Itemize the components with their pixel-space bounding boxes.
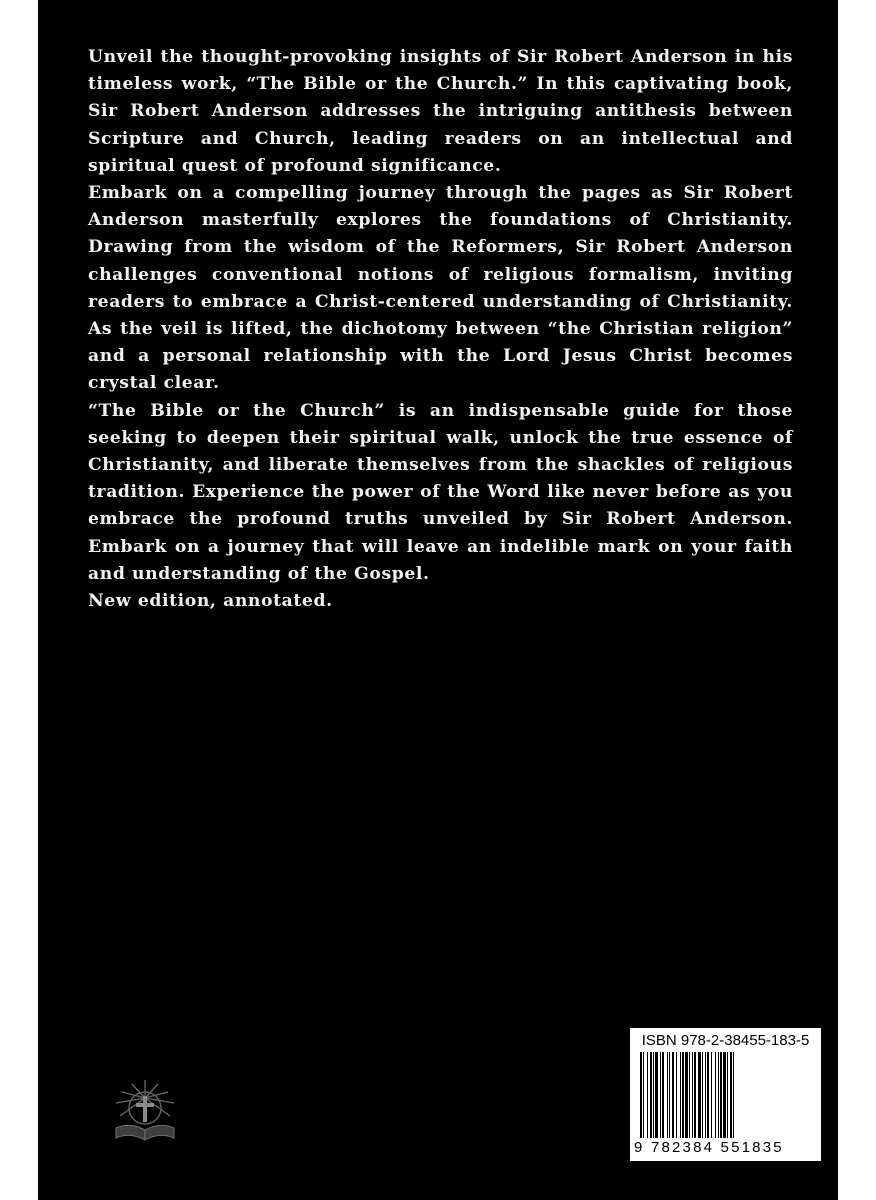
blurb-paragraph: Unveil the thought-provoking insights of Sir Robert Anderson in his timeless work, “The Bible or the Church.” In this captivating book, Sir Robert Anderson addresses the intriguing antithesis between Scripture and Church, leading readers on an intellectual and spiritual quest of profound significance. [88,47,793,176]
isbn-barcode-box [630,1028,821,1161]
blurb-text [88,44,793,615]
back-cover [38,0,838,1200]
isbn-digits: 9 782384 551835 [634,1139,784,1156]
isbn-label: ISBN 978-2-38455-183-5 [641,1032,810,1049]
book-with-cross-icon [110,1078,180,1148]
barcode-icon [638,1052,813,1138]
blurb-paragraph: Embark on a compelling journey through the pages as Sir Robert Anderson masterfully explores the foundations of Christianity. Drawing from the wisdom of the Reformers, Sir Robert Anderson challenges conventional notions of religious formalism, inviting readers to embrace a Christ-centered understanding of Christianity. As the veil is lifted, the dichotomy between “the Christian religion” and a personal relationship with the Lord Jesus Christ becomes crystal clear. [88,183,793,394]
blurb-paragraph: “The Bible or the Church” is an indispensable guide for those seeking to deepen their spiritual walk, unlock the true essence of Christianity, and liberate themselves from the shackles of religious tradition. Experience the power of the Word like never before as you embrace the profound truths unveiled by Sir Robert Anderson. Embark on a journey that will leave an indelible mark on your faith and understanding of the Gospel. [88,400,793,584]
blurb-paragraph: New edition, annotated. [88,591,333,612]
